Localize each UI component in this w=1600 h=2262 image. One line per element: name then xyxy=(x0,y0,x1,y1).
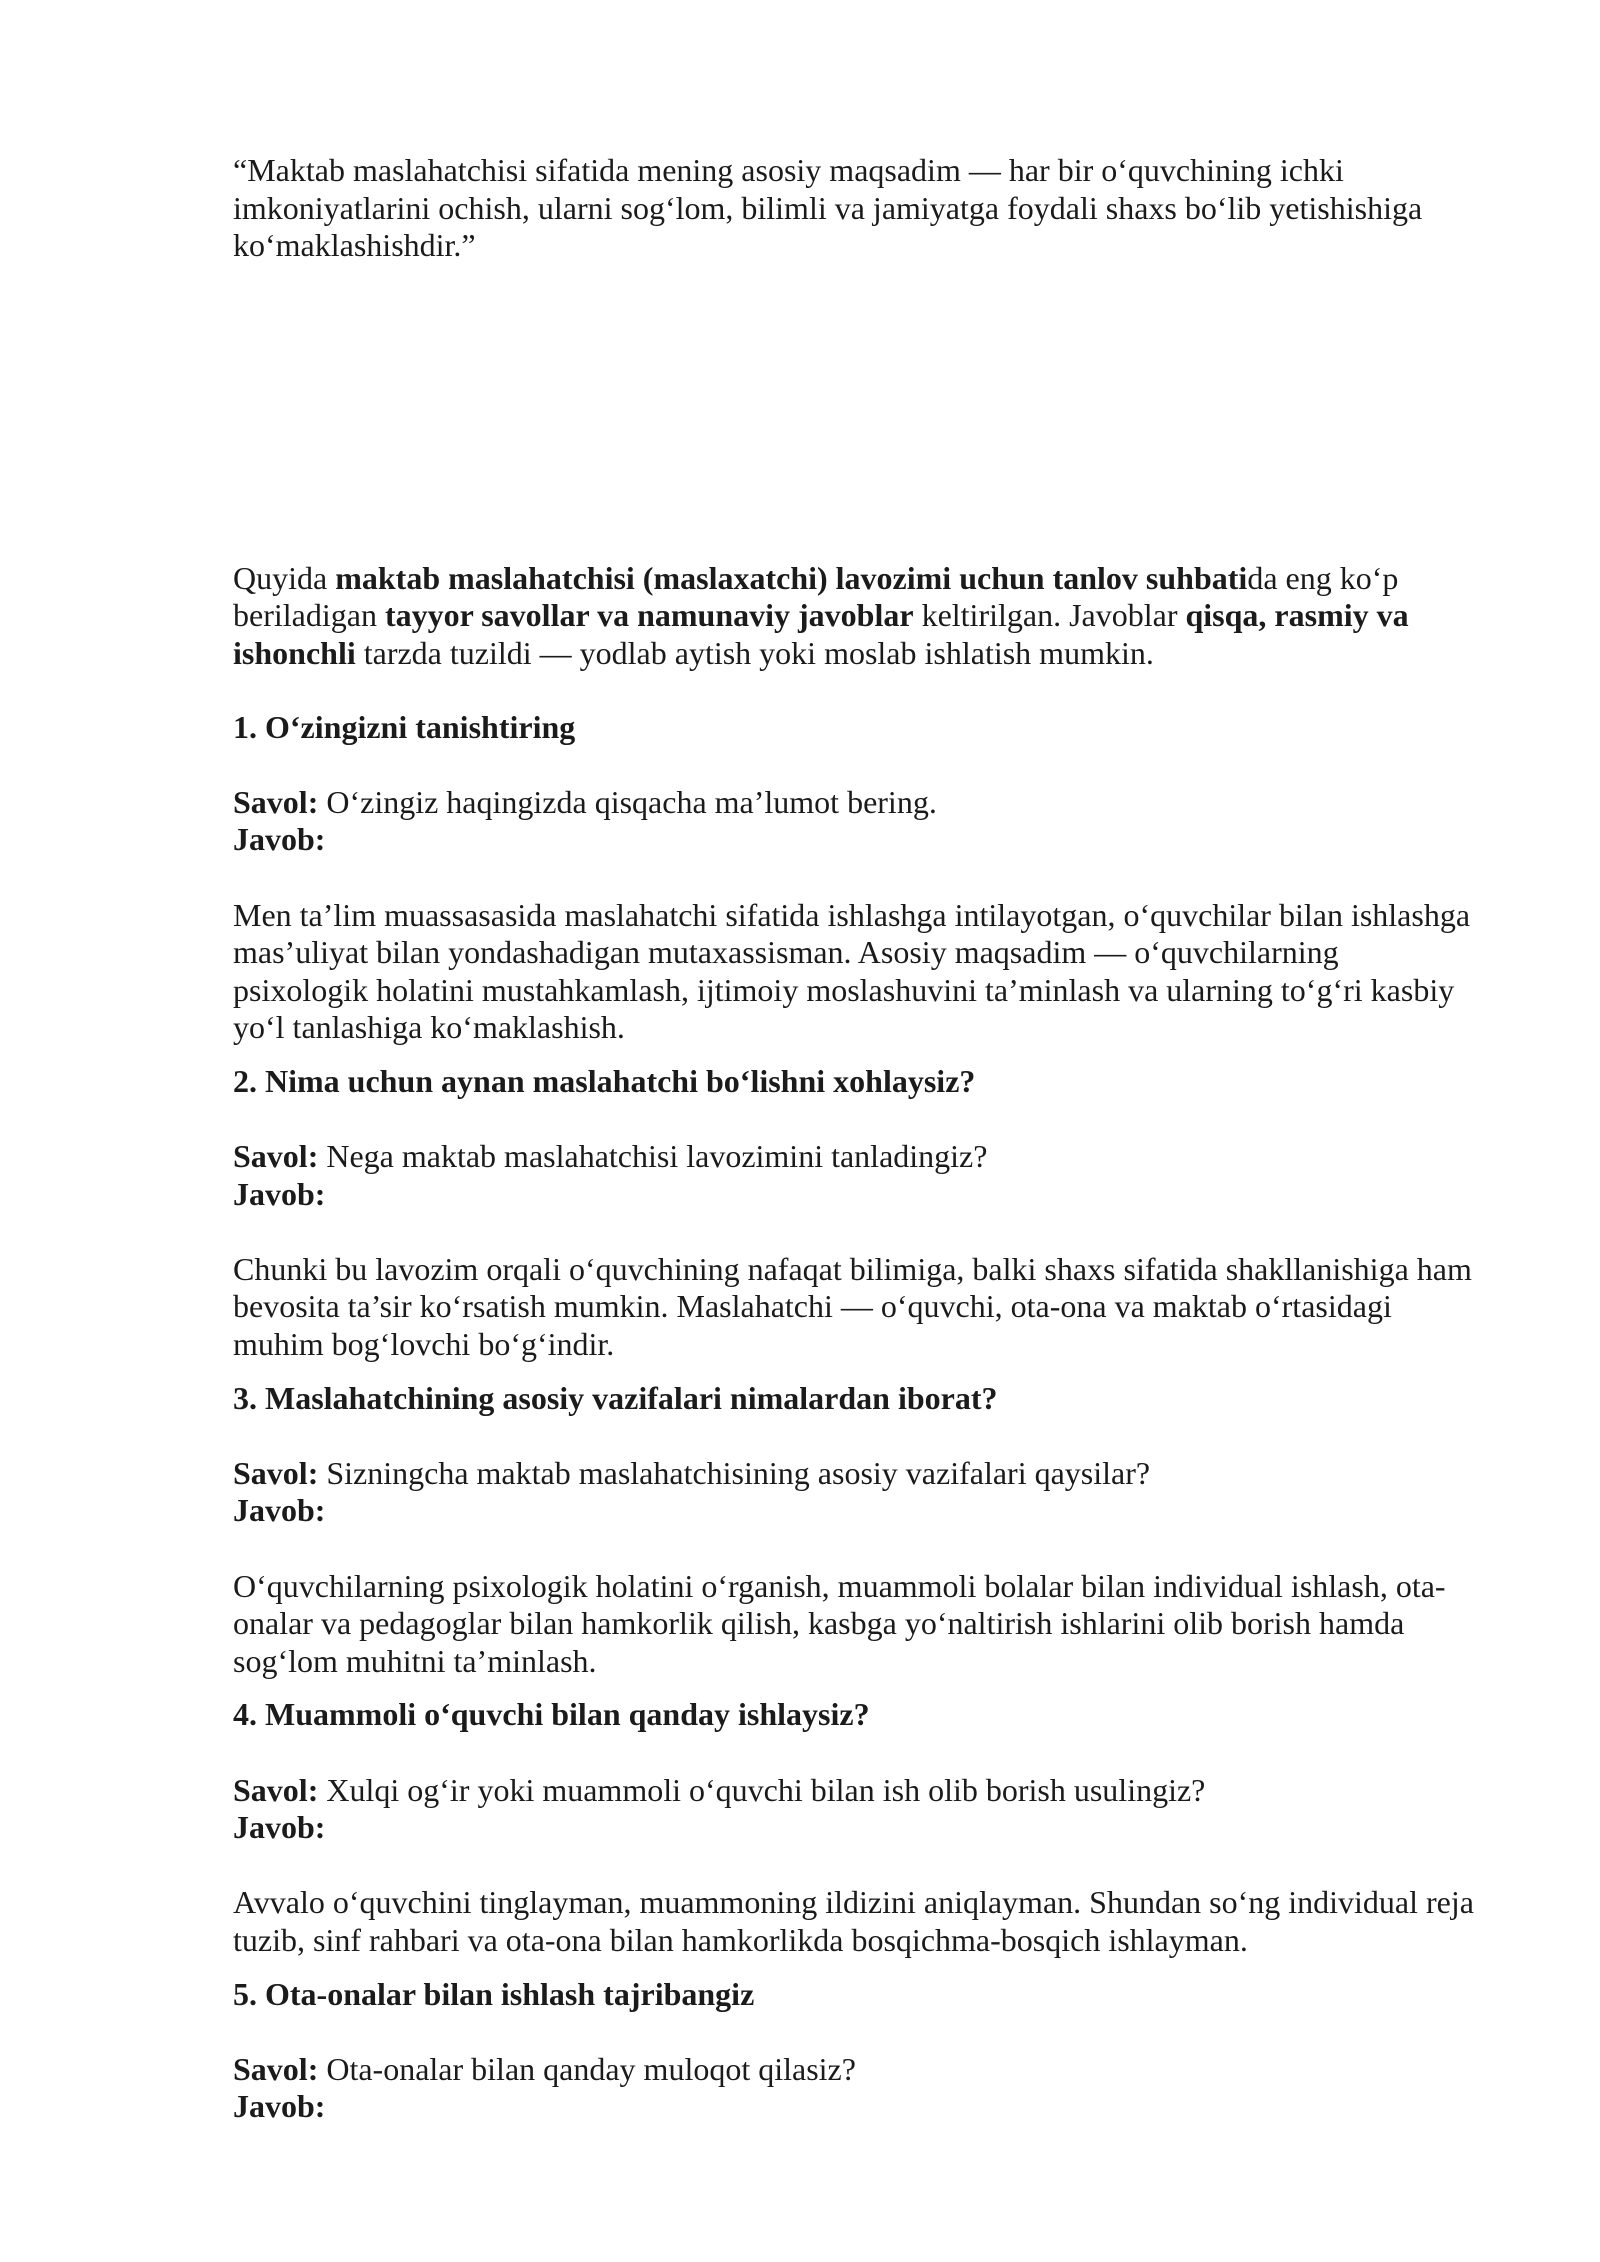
question-text: Xulqi og‘ir yoki muammoli o‘quvchi bilan ish olib borish usulingiz? xyxy=(326,1771,1206,1808)
qa-section xyxy=(233,709,1533,1047)
qa-sections xyxy=(233,709,1533,2126)
answer-paragraph xyxy=(233,1568,1533,1681)
question-block xyxy=(233,2051,1533,2126)
answer-label: Javob: xyxy=(233,821,326,858)
intro-text: da eng ko‘p xyxy=(1247,559,1399,596)
answer-line: tuzib, sinf rahbari va ota-ona bilan hamkorlikda bosqichma-bosqich ishlayman. xyxy=(233,1921,1248,1958)
question-block xyxy=(233,784,1533,859)
answer-label: Javob: xyxy=(233,1492,326,1529)
section-heading: 1. O‘zingizni tanishtiring xyxy=(233,708,576,745)
section-heading: 2. Nima uchun aynan maslahatchi bo‘lishni xohlaysiz? xyxy=(233,1062,976,1099)
intro-bold-text: ishonchli xyxy=(233,634,356,671)
intro-text: keltirilgan. Javoblar xyxy=(913,597,1186,634)
qa-section xyxy=(233,1976,1533,2126)
answer-line: Men ta’lim muassasasida maslahatchi sifatida ishlashga intilayotgan, o‘quvchilar bilan ishlashga xyxy=(233,896,1471,933)
section-heading: 5. Ota-onalar bilan ishlash tajribangiz xyxy=(233,1975,755,2012)
quote-line: imkoniyatlarini ochish, ularni sog‘lom, bilimli va jamiyatga foydali shaxs bo‘lib yetishishiga xyxy=(233,189,1423,226)
answer-line: onalar va pedagoglar bilan hamkorlik qilish, kasbga yo‘naltirish ishlarini olib borish hamda xyxy=(233,1605,1405,1642)
question-label: Savol: xyxy=(233,2050,319,2087)
intro-line xyxy=(233,635,1533,673)
qa-section xyxy=(233,1696,1533,1959)
answer-paragraph xyxy=(233,1884,1533,1959)
answer-line: mas’uliyat bilan yondashadigan mutaxassisman. Asosiy maqsadim — o‘quvchilarning xyxy=(233,934,1339,971)
question-text: Ota-onalar bilan qanday muloqot qilasiz? xyxy=(326,2050,856,2087)
answer-line: sog‘lom muhitni ta’minlash. xyxy=(233,1642,597,1679)
question-line xyxy=(233,1455,1533,1493)
question-line xyxy=(233,784,1533,822)
answer-label: Javob: xyxy=(233,2088,326,2125)
question-line xyxy=(233,1772,1533,1810)
intro-paragraph xyxy=(233,560,1533,673)
question-text: O‘zingiz haqingizda qisqacha ma’lumot bering. xyxy=(326,783,937,820)
answer-line: O‘quvchilarning psixologik holatini o‘rganish, muammoli bolalar bilan individual ishlash, ota- xyxy=(233,1567,1446,1604)
intro-line xyxy=(233,597,1533,635)
intro-line xyxy=(233,560,1533,598)
document-body xyxy=(233,152,1533,2164)
answer-paragraph xyxy=(233,897,1533,1047)
answer-line: bevosita ta’sir ko‘rsatish mumkin. Maslahatchi — o‘quvchi, ota-ona va maktab o‘rtasidagi xyxy=(233,1288,1392,1325)
section-heading: 3. Maslahatchining asosiy vazifalari nimalardan iborat? xyxy=(233,1379,998,1416)
question-label: Savol: xyxy=(233,1454,319,1491)
question-block xyxy=(233,1138,1533,1213)
intro-text: tarzda tuzildi — yodlab aytish yoki moslab ishlatish mumkin. xyxy=(355,634,1154,671)
question-text: Nega maktab maslahatchisi lavozimini tanladingiz? xyxy=(326,1138,988,1175)
question-line xyxy=(233,2051,1533,2089)
question-label: Savol: xyxy=(233,1771,319,1808)
answer-label: Javob: xyxy=(233,1809,326,1846)
question-block xyxy=(233,1455,1533,1530)
answer-label: Javob: xyxy=(233,1175,326,1212)
intro-text: beriladigan xyxy=(233,597,385,634)
intro-bold-text: maktab maslahatchisi (maslaxatchi) lavozimi uchun tanlov suhbati xyxy=(335,559,1248,596)
question-block xyxy=(233,1772,1533,1847)
question-label: Savol: xyxy=(233,783,319,820)
quote-line: ko‘maklashishdir.” xyxy=(233,227,476,264)
intro-text: Quyida xyxy=(233,559,336,596)
intro-bold-text: tayyor savollar va namunaviy javoblar xyxy=(384,597,914,634)
question-line xyxy=(233,1138,1533,1176)
intro-bold-text: qisqa, rasmiy va xyxy=(1185,597,1409,634)
qa-section xyxy=(233,1380,1533,1681)
quote-line: “Maktab maslahatchisi sifatida mening asosiy maqsadim — har bir o‘quvchining ichki xyxy=(233,152,1344,188)
section-heading: 4. Muammoli o‘quvchi bilan qanday ishlaysiz? xyxy=(233,1696,870,1733)
question-label: Savol: xyxy=(233,1138,319,1175)
answer-line: muhim bog‘lovchi bo‘g‘indir. xyxy=(233,1326,615,1363)
qa-section xyxy=(233,1063,1533,1364)
answer-line: Avvalo o‘quvchini tinglayman, muammoning ildizini aniqlayman. Shundan so‘ng individual reja xyxy=(233,1884,1474,1921)
quote-paragraph xyxy=(233,152,1533,265)
answer-line: psixologik holatini mustahkamlash, ijtimoiy moslashuvini ta’minlash va ularning to‘g‘ri kasbiy xyxy=(233,971,1455,1008)
answer-line: Chunki bu lavozim orqali o‘quvchining nafaqat bilimiga, balki shaxs sifatida shakllanishiga ham xyxy=(233,1250,1472,1287)
answer-paragraph xyxy=(233,1251,1533,1364)
answer-line: yo‘l tanlashiga ko‘maklashish. xyxy=(233,1009,625,1046)
question-text: Sizningcha maktab maslahatchisining asosiy vazifalari qaysilar? xyxy=(326,1454,1151,1491)
